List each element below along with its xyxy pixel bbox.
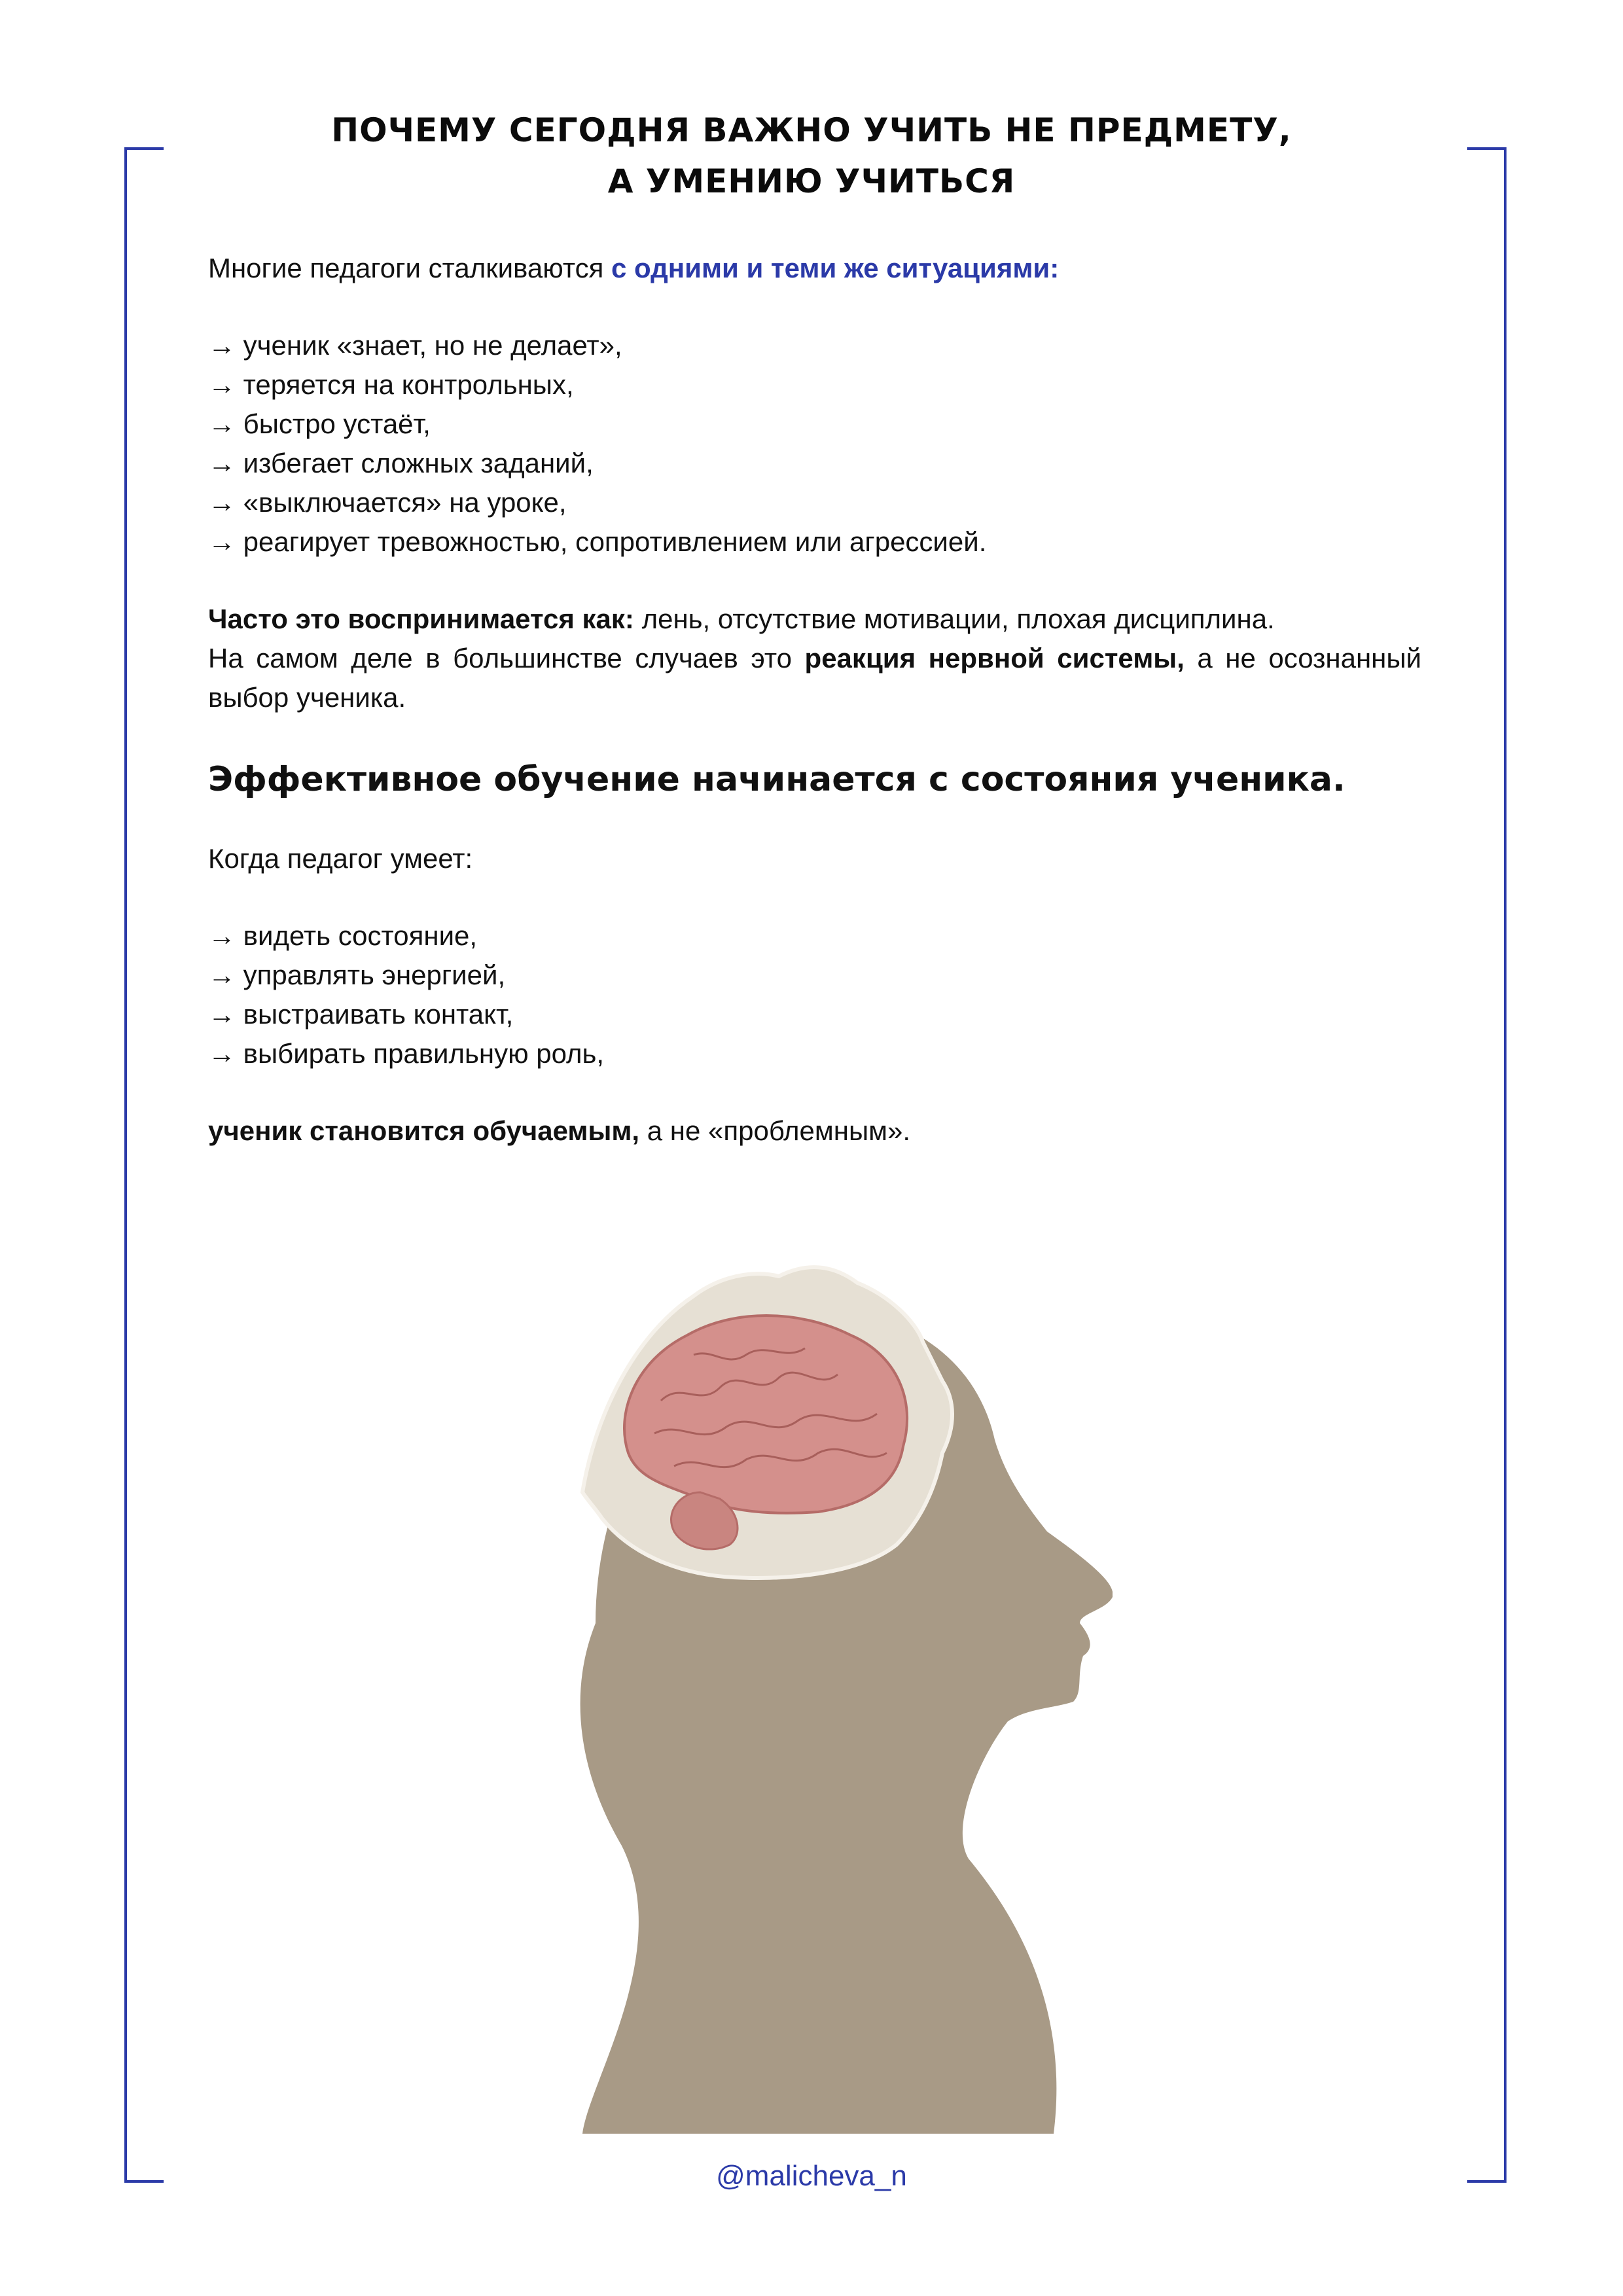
section-heading: Эффективное обучение начинается с состояния ученика. (208, 760, 1346, 799)
conclusion-paragraph (208, 1111, 1421, 1151)
situations-list (208, 326, 1421, 562)
reality-text-after: а не осознанный выбор ученика. (208, 643, 1421, 713)
perception-paragraph (208, 600, 1421, 639)
perception-bold: Часто это воспринимается как: (208, 603, 634, 634)
list-item: → теряется на контрольных, (208, 369, 574, 400)
main-content (208, 249, 1421, 1151)
reality-text-before: На самом деле в большинстве случаев это (208, 643, 805, 673)
frame-right-line (1504, 147, 1507, 2183)
intro-paragraph (208, 249, 1421, 288)
frame-left-line (124, 147, 127, 2183)
page-title (0, 105, 1623, 207)
conclusion-text: а не «проблемным». (639, 1115, 911, 1146)
perception-text: лень, отсутствие мотивации, плохая дисциплина. (633, 603, 1275, 634)
list-item: → видеть состояние, (208, 920, 478, 951)
list-item: → выстраивать контакт, (208, 999, 514, 1030)
reality-paragraph (208, 639, 1421, 717)
list-item: → реагирует тревожностью, сопротивлением или агрессией. (208, 526, 987, 557)
title-line-1: ПОЧЕМУ СЕГОДНЯ ВАЖНО УЧИТЬ НЕ ПРЕДМЕТУ, (331, 111, 1292, 149)
intro-text: Многие педагоги сталкиваются (208, 253, 612, 283)
intro-accent: с одними и теми же ситуациями: (611, 253, 1060, 283)
skills-intro: Когда педагог умеет: (208, 843, 473, 874)
list-item: → управлять энергией, (208, 960, 506, 990)
title-line-2: А УМЕНИЮ УЧИТЬСЯ (607, 162, 1016, 200)
head-silhouette-with-brain-illustration (524, 1257, 1113, 2134)
list-item: → избегает сложных заданий, (208, 448, 594, 478)
skills-list (208, 916, 1421, 1073)
list-item: → ученик «знает, но не делает», (208, 330, 622, 361)
author-handle[interactable]: @malicheva_n (716, 2160, 907, 2192)
list-item: → быстро устаёт, (208, 408, 431, 439)
list-item: → выбирать правильную роль, (208, 1038, 605, 1069)
conclusion-bold: ученик становится обучаемым, (208, 1115, 640, 1146)
list-item: → «выключается» на уроке, (208, 487, 567, 518)
reality-bold: реакция нервной системы, (804, 643, 1185, 673)
